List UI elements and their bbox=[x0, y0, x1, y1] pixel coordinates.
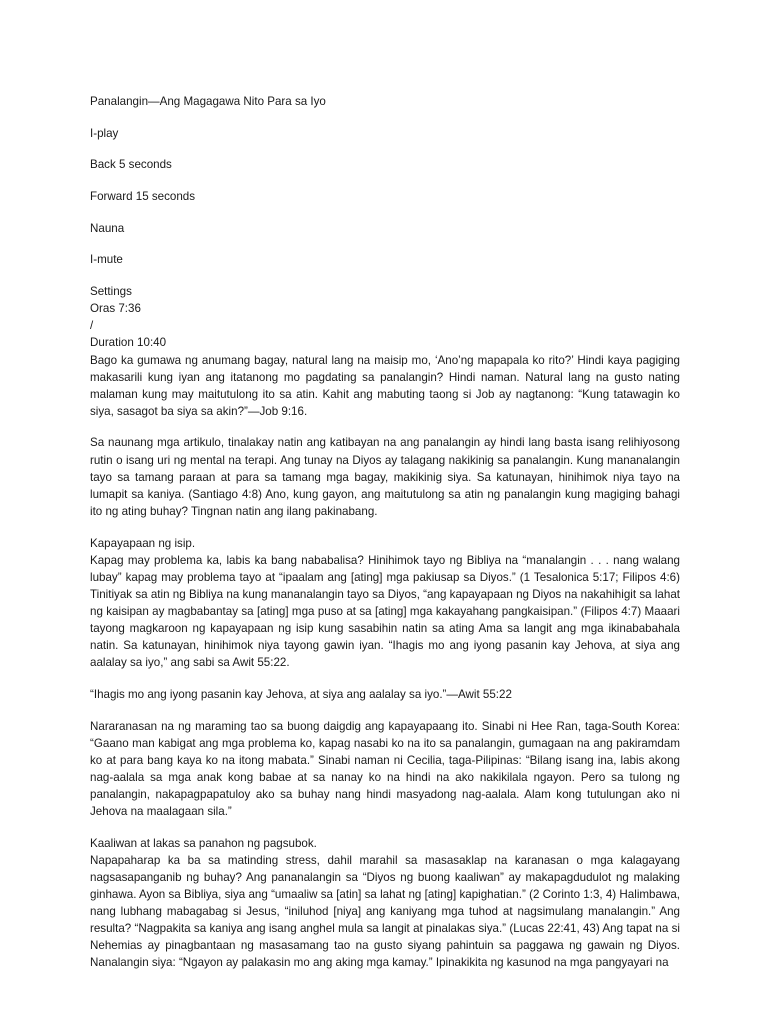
settings-button[interactable]: Settings bbox=[90, 285, 132, 299]
spacer bbox=[90, 420, 680, 435]
current-time: Oras 7:36 bbox=[90, 302, 141, 316]
spacer bbox=[90, 142, 680, 157]
forward-15-seconds-button[interactable]: Forward 15 seconds bbox=[90, 190, 196, 204]
previous-button[interactable]: Nauna bbox=[90, 221, 125, 235]
article-paragraph-4: Nararanasan na ng maraming tao sa buong daigdig ang kapayapaang ito. Sinabi ni Hee Ran, taga-South Korea: “Gaano man kabigat ang mga problema ko, kapag nasabi ko na ito sa panalangin, gumagaan na ang pakiramdam ko at para bang kaya ko na itong mabata.” Sinabi naman ni Cecilia, taga-Pilipinas: “Bilang isang ina, labis akong nag-aalala sa mga anak kong babae at sa nanay ko na hindi na ako nakikilala ngayon. Pero sa tulong ng panalangin, nakapagpapatuloy ako sa buhay nang hindi masyadong nag-aalala. Alam kong tutulungan ako ni Jehova na maalagaan sila.” bbox=[90, 719, 680, 819]
back-5-seconds-button[interactable]: Back 5 seconds bbox=[90, 158, 172, 172]
pull-quote: “Ihagis mo ang iyong pasanin kay Jehova, at siya ang aalalay sa iyo.”—Awit 55:22 bbox=[90, 687, 512, 701]
section-heading-comfort-and-strength: Kaaliwan at lakas sa panahon ng pagsubok. bbox=[90, 836, 317, 850]
article-paragraph-1: Bago ka gumawa ng anumang bagay, natural lang na maisip mo, ‘Ano’ng mapapala ko rito?’ Hindi kaya pagiging makasarili kung iyan ang itatanong mo pagdating sa panalangin? Hindi naman. Natural lang na gusto nating malaman kung may maitutulong ito sa atin. Kahit ang mabuting taong si Job ay nagtanong: “Kung tatawagin ko siya, sasagot ba siya sa akin?”—Job 9:16. bbox=[90, 353, 680, 418]
spacer bbox=[90, 110, 680, 125]
play-button[interactable]: I-play bbox=[90, 126, 119, 140]
article-paragraph-5: Napapaharap ka ba sa matinding stress, dahil marahil sa masasaklap na karanasan o mga kalagayang nagsasapanganib ng buhay? Ang pananalangin sa “Diyos ng buong kaaliwan” ay makapagdudulot ng malaking ginhawa. Ayon sa Bibliya, siya ang “umaaliw sa [atin] sa lahat ng [ating] kapighatian.” (2 Corinto 1:3, 4) Halimbawa, nang lubhang mabagabag si Jesus, “iniluhod [niya] ang kaniyang mga tuhod at nagsimulang manalangin.” Ang resulta? “Nagpakita sa kaniya ang isang anghel mula sa langit at pinalakas siya.” (Lucas 22:41, 43) Ang tapat na si Nehemias ay pinagbantaan ng masasamang tao na gusto siyang pahintuin sa paggawa ng gawain ng Diyos. Nanalangin siya: “Ngayon ay palakasin mo ang aking mga kamay.” Ipinakikita ng kasunod na mga pangyayari na bbox=[90, 853, 680, 970]
spacer bbox=[90, 703, 680, 718]
page-title: Panalangin—Ang Magagawa Nito Para sa Iyo bbox=[90, 95, 326, 108]
article-paragraph-3: Kapag may problema ka, labis ka bang nababalisa? Hinihimok tayo ng Bibliya na “manalangin . . . nang walang lubay” kapag may problema tayo at “ipaalam ang [ating] mga pakiusap sa Diyos.” (1 Tesalonica 5:17; Filipos 4:6) Tinitiyak sa atin ng Bibliya na kung mananalangin tayo sa Diyos, “ang kapayapaan ng Diyos na nakahihigit sa lahat ng kaisipan ay magbabantay sa [ating] mga puso at sa [ating] mga kakayahang pangkaisipan.” (Filipos 4:7) Maaari tayong magkaroon ng kapayapaan ng isip kung sasabihin natin sa ating Ama sa langit ang mga ikinababahala natin. Sa katunayan, hinihimok niya tayong gawin iyan. “Ihagis mo ang iyong pasanin kay Jehova, at siya ang aalalay sa iyo,” ang sabi sa Awit 55:22. bbox=[90, 553, 680, 670]
section-heading-peace-of-mind: Kapayapaan ng isip. bbox=[90, 536, 196, 550]
spacer bbox=[90, 269, 680, 284]
spacer bbox=[90, 520, 680, 535]
spacer bbox=[90, 237, 680, 252]
spacer bbox=[90, 671, 680, 686]
spacer bbox=[90, 173, 680, 188]
document-page bbox=[90, 93, 680, 971]
article-paragraph-2: Sa naunang mga artikulo, tinalakay natin ang katibayan na ang panalangin ay hindi lang basta isang relihiyosong rutin o isang uri ng mental na terapi. Ang tunay na Diyos ay talagang nakikinig sa panalangin. Kung mananalangin tayo sa tamang paraan at para sa tamang mga bagay, makikinig siya. Sa katunayan, hinihimok niya tayo na lumapit sa kaniya. (Santiago 4:8) Ano, kung gayon, ang maitutulong sa atin ng panalangin kung magiging bahagi ito ng ating buhay? Tingnan natin ang ilang pakinabang. bbox=[90, 436, 680, 518]
duration: Duration 10:40 bbox=[90, 336, 167, 350]
spacer bbox=[90, 205, 680, 220]
spacer bbox=[90, 820, 680, 835]
time-separator: / bbox=[90, 319, 94, 333]
mute-button[interactable]: I-mute bbox=[90, 253, 123, 267]
